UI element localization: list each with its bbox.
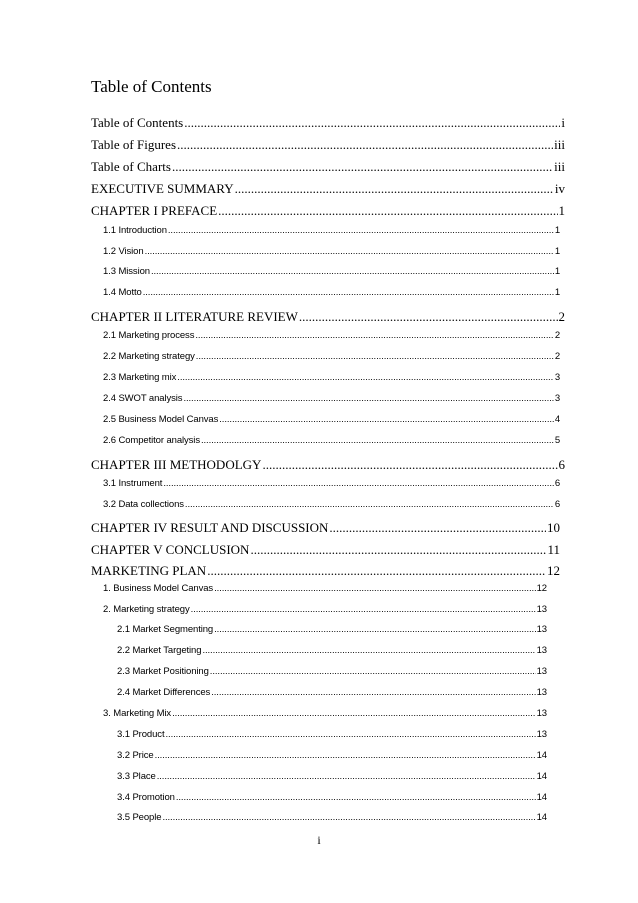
toc-entry-label: MARKETING PLAN	[91, 563, 207, 578]
dot-leader	[210, 666, 536, 677]
toc-entry-page: 13	[536, 645, 547, 656]
toc-entry-page: 11	[547, 542, 560, 557]
toc-entry-label: Table of Figures	[91, 137, 177, 152]
toc-entry[interactable]	[103, 225, 560, 236]
dot-leader	[196, 351, 554, 362]
dot-leader	[219, 414, 554, 425]
dot-leader	[166, 729, 536, 740]
dot-leader	[155, 750, 536, 761]
dot-leader	[207, 563, 546, 579]
toc-entry-label: 2.2 Market Targeting	[117, 645, 202, 656]
toc-entry-label: 2.4 SWOT analysis	[103, 393, 183, 404]
dot-leader	[151, 266, 554, 277]
toc-entry-label: 3. Marketing Mix	[103, 708, 172, 719]
toc-entry[interactable]	[117, 624, 547, 635]
toc-entry[interactable]	[103, 393, 560, 404]
dot-leader	[211, 687, 535, 698]
toc-entry-page: iii	[554, 137, 565, 152]
toc-entry-page: 14	[536, 771, 547, 782]
toc-entry-page: 14	[536, 792, 547, 803]
dot-leader	[185, 499, 554, 510]
dot-leader	[329, 520, 546, 536]
toc-entry[interactable]	[103, 414, 560, 425]
toc-entry-page: 1	[554, 287, 560, 298]
toc-entry-page: 13	[536, 624, 547, 635]
toc-entry-label: CHAPTER IV RESULT AND DISCUSSION	[91, 520, 329, 535]
toc-entry-page: 3	[554, 372, 560, 383]
toc-entry[interactable]	[103, 372, 560, 383]
toc-entry-page: 2	[558, 309, 565, 324]
toc-entry[interactable]	[91, 115, 565, 131]
toc-entry[interactable]	[103, 583, 547, 594]
toc-entry-label: CHAPTER III METHODOLGY	[91, 457, 262, 472]
toc-entry-page: 6	[558, 457, 565, 472]
dot-leader	[262, 457, 557, 473]
page-title: Table of Contents	[91, 77, 212, 96]
toc-entry-page: 3	[554, 393, 560, 404]
toc-entry-label: 3.4 Promotion	[117, 792, 175, 803]
toc-entry-page: 1	[554, 266, 560, 277]
toc-entry[interactable]	[91, 159, 565, 175]
toc-entry-label: EXECUTIVE SUMMARY	[91, 181, 234, 196]
toc-entry[interactable]	[103, 604, 547, 615]
toc-entry-page: 2	[554, 330, 560, 341]
dot-leader	[172, 159, 553, 175]
toc-entry-label: 3.2 Data collections	[103, 499, 184, 510]
dot-leader	[214, 624, 536, 635]
toc-entry-page: 1	[554, 225, 560, 236]
toc-entry[interactable]	[117, 729, 547, 740]
dot-leader	[162, 812, 535, 823]
toc-entry[interactable]	[103, 435, 560, 446]
toc-entry[interactable]	[91, 309, 565, 325]
toc-entry[interactable]	[91, 203, 565, 219]
dot-leader	[172, 708, 536, 719]
toc-entry[interactable]	[117, 666, 547, 677]
toc-entry-label: 2.4 Market Differences	[117, 687, 211, 698]
toc-entry[interactable]	[103, 351, 560, 362]
toc-entry[interactable]	[117, 645, 547, 656]
toc-entry[interactable]	[91, 457, 565, 473]
dot-leader	[168, 225, 554, 236]
toc-entry-label: 3.5 People	[117, 812, 162, 823]
dot-leader	[145, 246, 554, 257]
toc-entry-label: 1.3 Mission	[103, 266, 150, 277]
toc-entry[interactable]	[91, 563, 560, 579]
toc-entry-label: 2.1 Marketing process	[103, 330, 195, 341]
toc-entry-page: 4	[554, 414, 560, 425]
dot-leader	[214, 583, 536, 594]
toc-entry[interactable]	[103, 246, 560, 257]
toc-entry[interactable]	[103, 330, 560, 341]
dot-leader	[191, 604, 536, 615]
toc-entry[interactable]	[91, 520, 560, 536]
toc-entry-page: 13	[536, 708, 547, 719]
toc-entry-label: CHAPTER V CONCLUSION	[91, 542, 250, 557]
toc-entry-label: 1.4 Motto	[103, 287, 142, 298]
toc-entry-label: CHAPTER II LITERATURE REVIEW	[91, 309, 298, 324]
dot-leader	[184, 115, 560, 131]
toc-entry-label: 1.1 Introduction	[103, 225, 167, 236]
toc-entry[interactable]	[103, 287, 560, 298]
dot-leader	[299, 309, 558, 325]
page-number: i	[317, 833, 321, 847]
toc-entry-page: 12	[536, 583, 547, 594]
toc-entry-page: iv	[554, 181, 565, 196]
toc-entry-label: 2.3 Market Positioning	[117, 666, 209, 677]
toc-entry-page: 6	[554, 478, 560, 489]
dot-leader	[195, 330, 553, 341]
toc-entry-label: 2.1 Market Segmenting	[117, 624, 214, 635]
toc-entry[interactable]	[117, 687, 547, 698]
dot-leader	[235, 181, 554, 197]
dot-leader	[250, 542, 546, 558]
toc-entry-page: 13	[536, 666, 547, 677]
toc-entry-label: Table of Charts	[91, 159, 171, 174]
toc-entry-page: 13	[536, 604, 547, 615]
dot-leader	[176, 792, 536, 803]
dot-leader	[201, 435, 554, 446]
dot-leader	[218, 203, 557, 219]
toc-entry-label: 3.2 Price	[117, 750, 154, 761]
toc-entry-page: 2	[554, 351, 560, 362]
toc-entry[interactable]	[103, 708, 547, 719]
toc-entry[interactable]	[117, 792, 547, 803]
toc-entry-label: 3.1 Product	[117, 729, 165, 740]
toc-entry-label: 1.2 Vision	[103, 246, 144, 257]
toc-entry-label: 3.3 Place	[117, 771, 156, 782]
toc-entry-label: 2.6 Competitor analysis	[103, 435, 200, 446]
toc-entry[interactable]	[103, 266, 560, 277]
toc-entry[interactable]	[91, 137, 565, 153]
toc-entry-page: 1	[558, 203, 565, 218]
dot-leader	[177, 372, 554, 383]
toc-entry-label: 2.3 Marketing mix	[103, 372, 177, 383]
toc-entry[interactable]	[103, 478, 560, 489]
toc-entry-label: 3.1 Instrument	[103, 478, 163, 489]
toc-entry-page: 13	[536, 687, 547, 698]
dot-leader	[163, 478, 553, 489]
toc-entry[interactable]	[91, 542, 560, 558]
toc-entry-page: 1	[554, 246, 560, 257]
dot-leader	[143, 287, 554, 298]
toc-entry[interactable]	[117, 771, 547, 782]
dot-leader	[183, 393, 553, 404]
toc-entry-page: iii	[554, 159, 565, 174]
toc-entry-page: i	[561, 115, 565, 130]
toc-entry-page: 10	[547, 520, 560, 535]
toc-entry-label: CHAPTER I PREFACE	[91, 203, 218, 218]
dot-leader	[157, 771, 536, 782]
toc-entry-page: 14	[536, 812, 547, 823]
toc-entry[interactable]	[117, 812, 547, 823]
toc-entry[interactable]	[117, 750, 547, 761]
toc-entry-label: 2. Marketing strategy	[103, 604, 190, 615]
dot-leader	[177, 137, 553, 153]
toc-entry[interactable]	[91, 181, 565, 197]
toc-entry-page: 13	[536, 729, 547, 740]
toc-entry-label: 2.2 Marketing strategy	[103, 351, 195, 362]
toc-entry-page: 5	[554, 435, 560, 446]
dot-leader	[202, 645, 535, 656]
toc-entry-page: 12	[547, 563, 560, 578]
toc-entry-page: 14	[536, 750, 547, 761]
toc-entry-label: 2.5 Business Model Canvas	[103, 414, 219, 425]
toc-entry[interactable]	[103, 499, 560, 510]
toc-entry-label: Table of Contents	[91, 115, 184, 130]
toc-entry-label: 1. Business Model Canvas	[103, 583, 214, 594]
toc-entry-page: 6	[554, 499, 560, 510]
